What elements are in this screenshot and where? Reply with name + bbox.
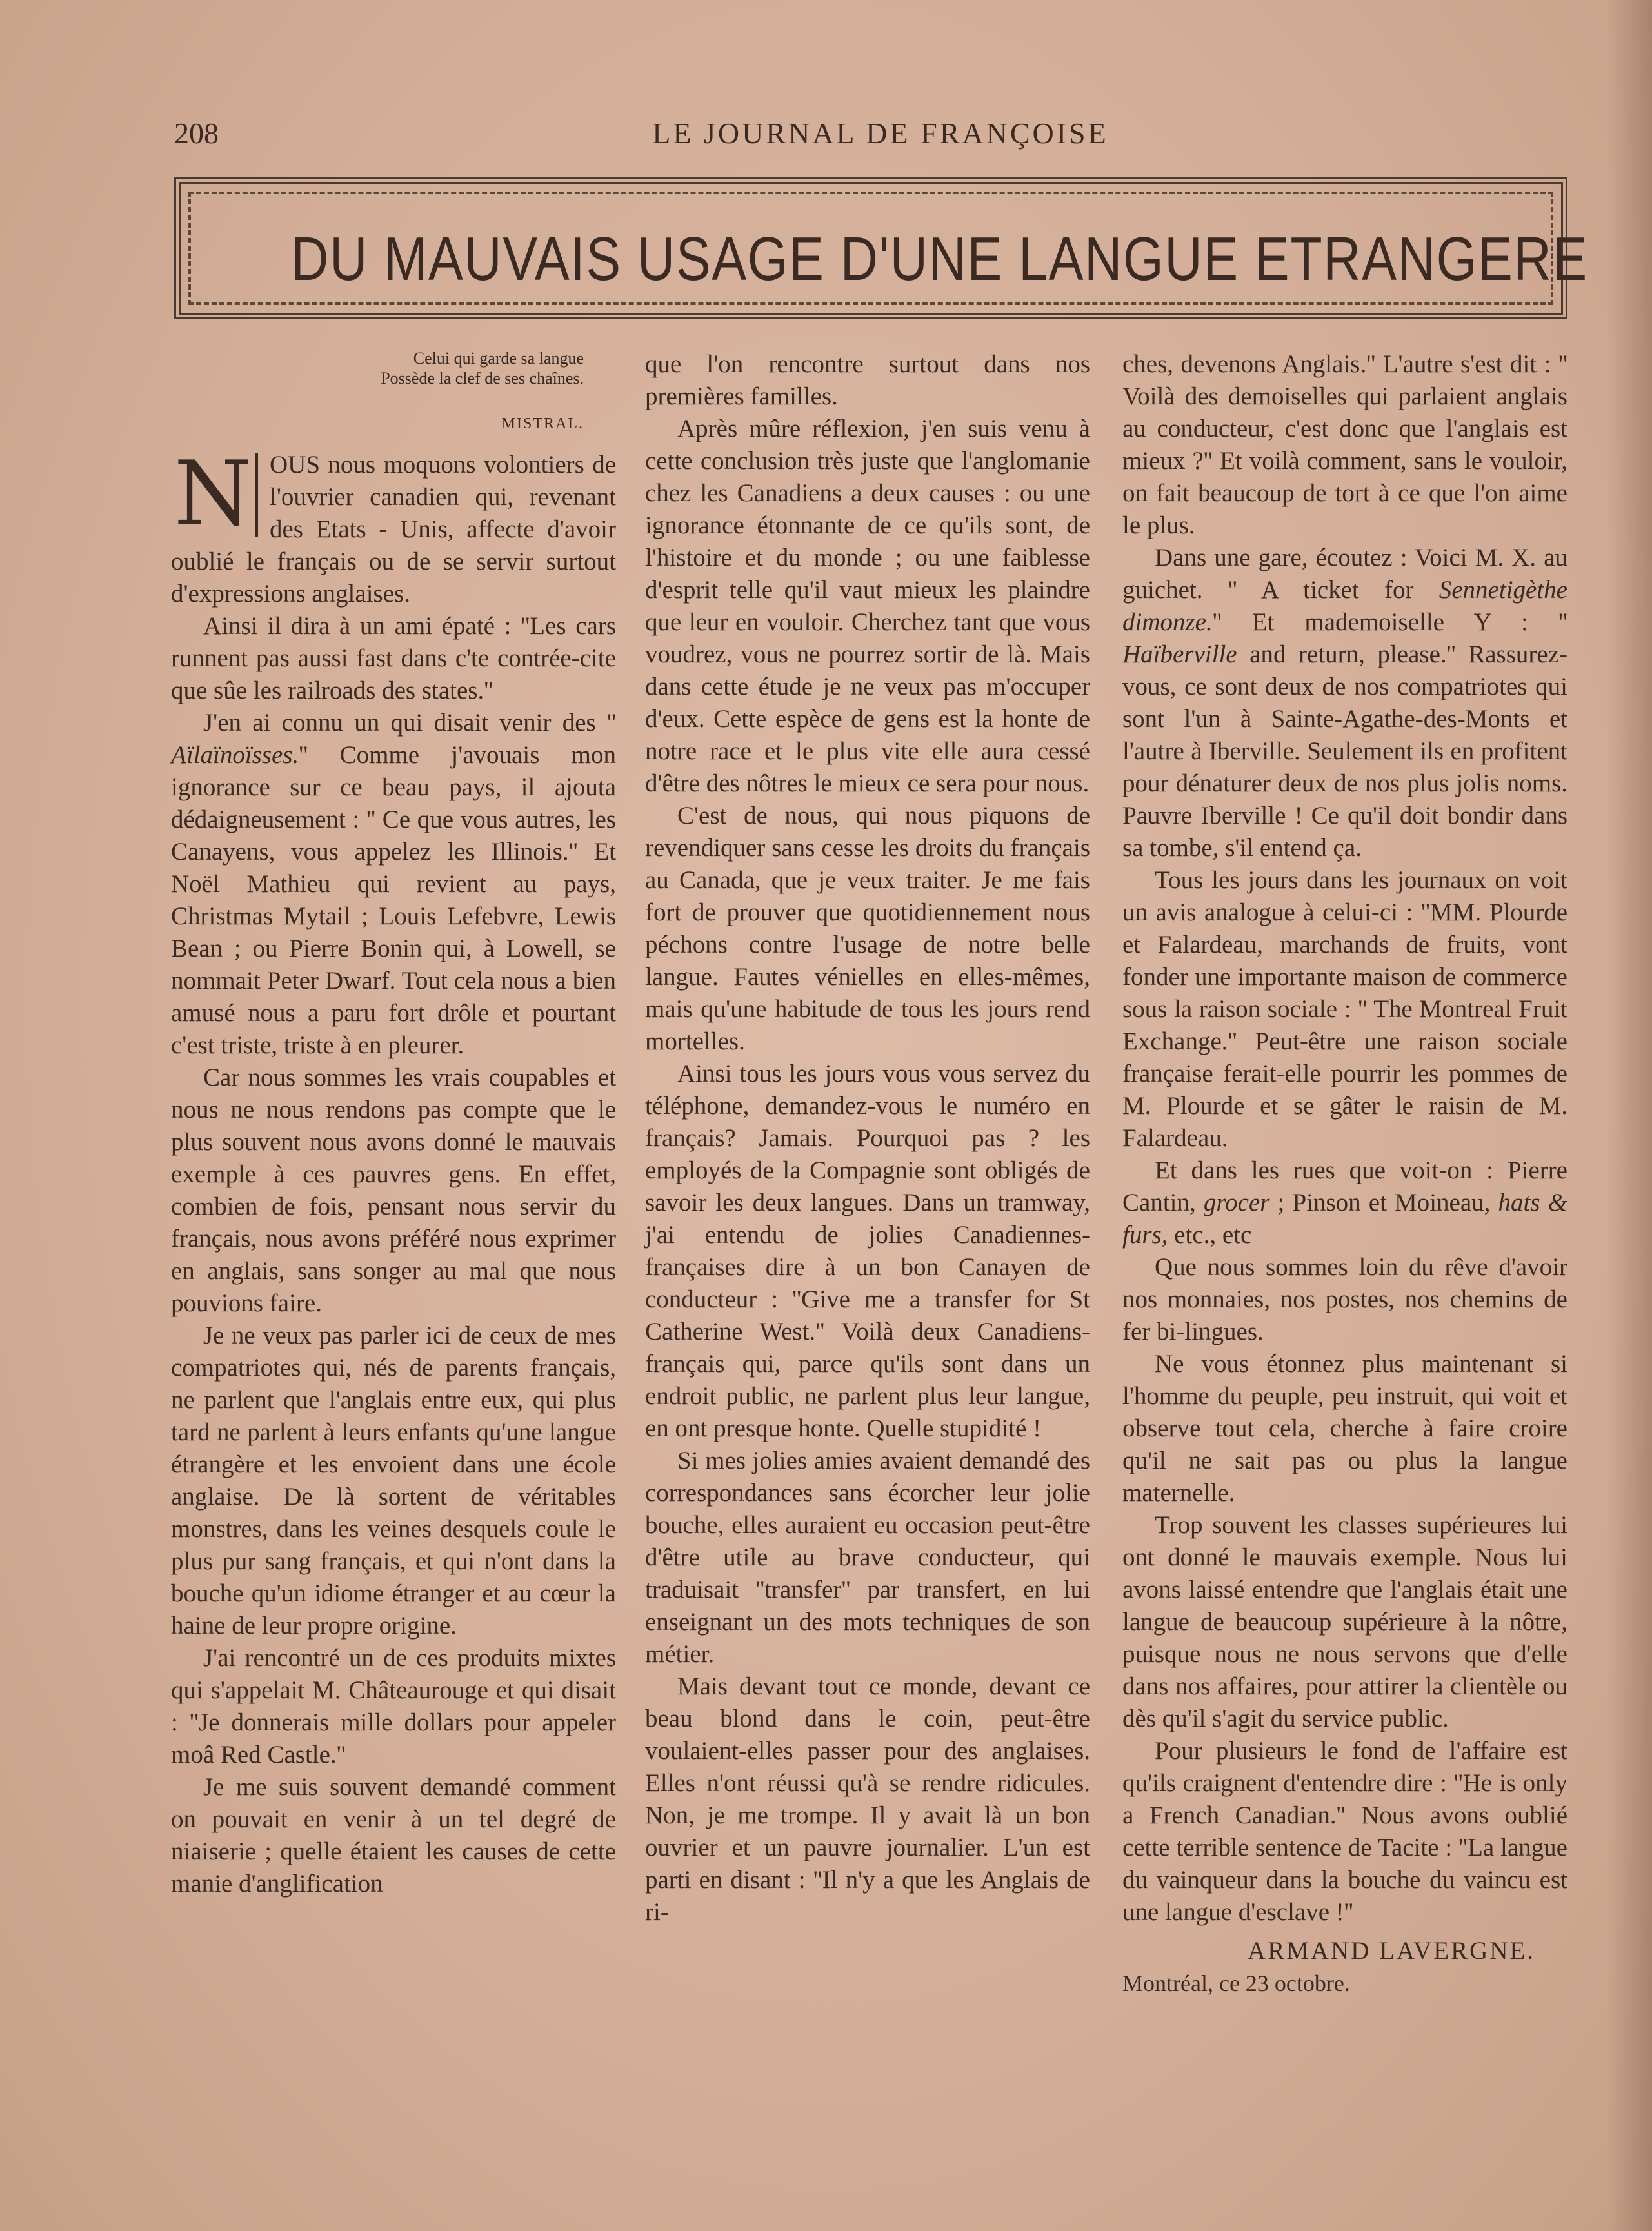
- paragraph-text: ; Pinson et Moineau,: [1269, 1189, 1498, 1216]
- paragraph: Si mes jolies amies avaient demandé des correspondances sans écorcher leur jolie bouche, elles auraient eu occasion peut-être d'être utile au brave conducteur, qui traduisait ''transfer'' par transfert, en lui enseignant un des mots techniques de son métier.: [645, 1447, 1090, 1668]
- italic-text: grocer: [1203, 1189, 1270, 1216]
- article-title: DU MAUVAIS USAGE D'UNE LANGUE ETRANGERE: [291, 224, 1588, 293]
- paragraph: J'ai rencontré un de ces produits mixtes qui s'appelait M. Châteaurouge et qui disait : ''Je donnerais mille dollars pour appeler moâ Red Castle.'': [171, 1644, 616, 1769]
- paragraph: [1122, 542, 1567, 864]
- paragraph: que l'on rencontre surtout dans nos premières familles.: [645, 350, 1090, 410]
- italic-text: Haïberville: [1122, 640, 1237, 668]
- paragraph: Pour plusieurs le fond de l'affaire est qu'ils craignent d'entendre dire : ''He is only a French Canadian.'' Nous avons oublié cette terrible sentence de Tacite : ''La langue du vainqueur dans la bouche du vaincu est une langue d'esclave !'': [1122, 1737, 1567, 1926]
- page-edge-shadow: [1607, 0, 1652, 2231]
- paragraph: Car nous sommes les vrais coupables et nous ne nous rendons pas compte que le plus souvent nous avons donné le mauvais exemple à ces pauvres gens. En effet, combien de fois, pensant nous servir du français, nous avons préféré nous exprimer en anglais, sans songer au mal que nous pouvions faire.: [171, 1064, 616, 1317]
- paragraph: Je ne veux pas parler ici de ceux de mes compatriotes qui, nés de parents français, ne parlent que l'anglais entre eux, qui plus tard ne parlent à leurs enfants qu'une langue étrangère et les envoient dans une école anglaise. De là sortent de véritables monstres, dans les veines desquels coule le plus pur sang français, et qui n'ont dans la bouche qu'un idiome étranger et au cœur la haine de leur propre origine.: [171, 1322, 616, 1640]
- paragraph: ches, devenons Anglais.'' L'autre s'est dit : '' Voilà des demoiselles qui parlaient anglais au conducteur, c'est donc que l'anglais est mieux ?'' Et voilà comment, sans le vouloir, on fait beaucoup de tort à ce que l'on aime le plus.: [1122, 350, 1567, 539]
- paragraph: Ainsi tous les jours vous vous servez du téléphone, demandez-vous le numéro en français? Jamais. Pourquoi pas ? les employés de la Compagnie sont obligés de savoir les deux langues. Dans un tramway, j'ai entendu de jolies Canadiennes-françaises dire à un bon Canayen de conducteur : ''Give me a transfer for St Catherine West.'' Voilà deux Canadiens-français qui, parce qu'ils sont dans un endroit public, ne parlent plus leur langue, en ont presque honte. Quelle stupidité !: [645, 1060, 1090, 1442]
- paragraph-text: and return, please.'' Rassurez-vous, ce sont deux de nos compatriotes qui sont l'un à Sainte-Agathe-des-Monts et l'autre à Iberville. Seulement ils en profitent pour dénaturer deux de nos plus jolis noms. Pauvre Iberville ! Ce qu'il doit bondir dans sa tombe, s'il entend ça.: [1122, 640, 1567, 862]
- italic-text: Sennetigèthe dimonze.: [1122, 576, 1567, 636]
- paragraph: Que nous sommes loin du rêve d'avoir nos monnaies, nos postes, nos chemins de fer bi-lingues.: [1122, 1253, 1567, 1345]
- italic-text: hats & furs: [1122, 1189, 1567, 1249]
- paragraph: Trop souvent les classes supérieures lui ont donné le mauvais exemple. Nous lui avons laissé entendre que l'anglais était une langue de beaucoup supérieure à la nôtre, puisque nous ne nous servons que d'elle dans nos affaires, pour attirer la clientèle ou dès qu'il s'agit du service public.: [1122, 1511, 1567, 1732]
- epigraph: [171, 348, 584, 388]
- paragraph-text: J'en ai connu un qui disait venir des '': [203, 709, 616, 737]
- paragraph: Ainsi il dira à un ami épaté : ''Les cars runnent pas aussi fast dans c'te contrée-cite que sûe les railroads des states.'': [171, 612, 616, 704]
- paragraph: Ne vous étonnez plus maintenant si l'homme du peuple, peu instruit, qui voit et observe tout cela, cherche à faire croire qu'il ne sait pas ou plus la langue maternelle.: [1122, 1350, 1567, 1507]
- paragraph: [171, 442, 616, 610]
- paragraph-text: Et dans les rues que voit-on : Pierre Cantin,: [1122, 1156, 1567, 1216]
- paragraph: Je me suis souvent demandé comment on pouvait en venir à un tel degré de niaiserie ; quelle étaient les causes de cette manie d'anglification: [171, 1773, 616, 1898]
- author-signature: ARMAND LAVERGNE.: [1248, 1937, 1535, 1965]
- epigraph-line-2: Possède la clef de ses chaînes.: [381, 369, 584, 388]
- drop-cap: N: [171, 453, 258, 537]
- paragraph: Tous les jours dans les journaux on voit un avis analogue à celui-ci : ''MM. Plourde et Falardeau, marchands de fruits, vont fonder une importante maison de commerce sous la raison sociale : '' The Montreal Fruit Exchange.'' Peut-être une raison sociale française ferait-elle pourrir les pommes de M. Plourde et se gâter le raisin de M. Falardeau.: [1122, 866, 1567, 1152]
- text-column-2: [645, 348, 1090, 1929]
- page-number: 208: [174, 117, 219, 150]
- epigraph-line-1: Celui qui garde sa langue: [413, 349, 584, 368]
- text-column-3: [1122, 348, 1567, 1999]
- text-column-1: [171, 348, 616, 1900]
- paragraph: Mais devant tout ce monde, devant ce beau blond dans le coin, peut-être voulaient-elles passer pour des anglaises. Elles n'ont réussi qu'à se rendre ridicules. Non, je me trompe. Il y avait là un bon ouvrier et un pauvre journalier. L'un est parti en disant : ''Il n'y a que les Anglais de ri-: [645, 1672, 1090, 1926]
- title-frame: [174, 177, 1588, 319]
- paragraph: C'est de nous, qui nous piquons de revendiquer sans cesse les droits du français au Canada, que je veux traiter. Je me fais fort de prouver que quotidiennement nous péchons contre l'usage de notre belle langue. Fautes vénielles en elles-mêmes, mais qu'une habitude de tous les jours rend mortelles.: [645, 802, 1090, 1055]
- paragraph-text: , etc., etc: [1161, 1221, 1252, 1249]
- dateline: Montréal, ce 23 octobre.: [1122, 1970, 1350, 1996]
- paragraph-text: '' Comme j'avouais mon ignorance sur ce beau pays, il ajouta dédaigneusement : '' Ce que vous autres, les Canayens, vous appelez les Illinois.'' Et Noël Mathieu qui revient au pays, Christmas Mytail ; Louis Lefebvre, Lewis Bean ; ou Pierre Bonin qui, à Lowell, se nommait Peter Dwarf. Tout cela nous a bien amusé nous a paru fort drôle et pourtant c'est triste, triste à en pleurer.: [171, 741, 616, 1059]
- paragraph: Après mûre réflexion, j'en suis venu à cette conclusion très juste que l'anglomanie chez les Canadiens a deux causes : ou une ignorance étonnante de ce qu'ils sont, de l'histoire et du monde ; ou une faiblesse d'esprit telle qu'il vaut mieux les plaindre que leur en vouloir. Cherchez tant que vous voudrez, vous ne pourrez sortir de là. Mais dans cette étude je ne veux pas m'occuper d'eux. Cette espèce de gens est la honte de notre race et le plus vite elle aura cessé d'être des nôtres le mieux ce sera pour nous.: [645, 415, 1090, 797]
- paragraph-text: '' Et mademoiselle Y : '': [1212, 608, 1567, 636]
- paragraph-text: OUS nous moquons volontiers de l'ouvrier canadien qui, revenant des Etats - Unis, affecte d'avoir oublié le français ou de se servir surtout d'expressions anglaises.: [171, 451, 616, 608]
- epigraph-author: MISTRAL.: [501, 415, 584, 432]
- journal-title: LE JOURNAL DE FRANÇOISE: [652, 117, 1109, 150]
- page-header: [174, 116, 1587, 155]
- paragraph-text: Dans une gare, écoutez : Voici M. X. au guichet. '' A ticket for: [1122, 544, 1567, 604]
- paragraph: [171, 707, 616, 1062]
- paragraph: [1122, 1155, 1567, 1251]
- italic-text: Aïlaïnoïsses.: [171, 741, 299, 769]
